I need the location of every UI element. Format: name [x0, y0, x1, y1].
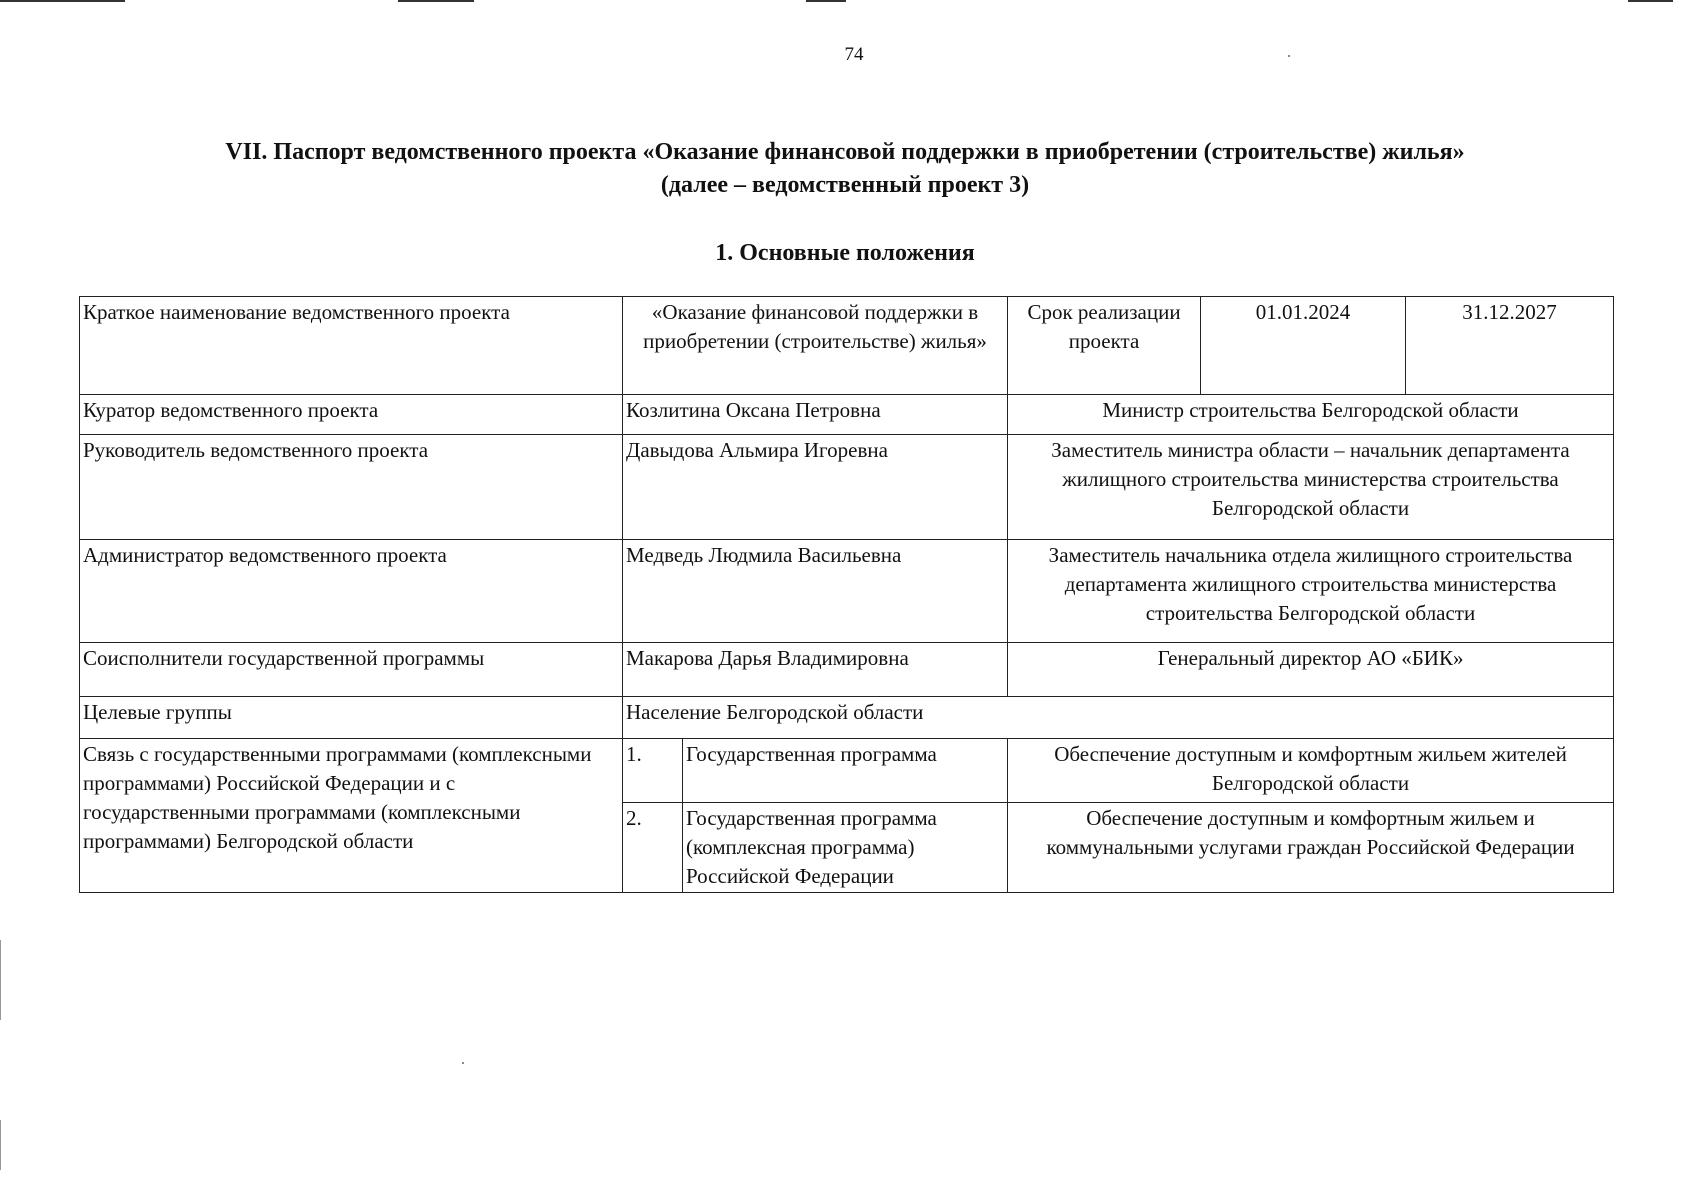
head-label: Руководитель ведомственного проекта — [80, 435, 623, 540]
scan-edge-artifact — [0, 1120, 1, 1170]
coexecutors-label: Соисполнители государственной программы — [80, 643, 623, 697]
target-groups-value: Население Белгородской области — [623, 697, 1614, 739]
scan-edge-artifact — [0, 940, 1, 1020]
table-row-head — [80, 435, 1614, 540]
link-1-number: 1. — [623, 739, 683, 803]
page-number: 74 — [844, 44, 864, 65]
short-name-value: «Оказание финансовой поддержки в приобретении (строительстве) жилья» — [623, 297, 1008, 395]
table-row-curator — [80, 395, 1614, 435]
links-label: Связь с государственными программами (комплексными программами) Российской Федерации и с государственными программами (комплексными программами) Белгородской области — [80, 739, 623, 893]
head-position: Заместитель министра области – начальник департамента жилищного строительства министерства строительства Белгородской области — [1008, 435, 1614, 540]
curator-name: Козлитина Оксана Петровна — [623, 395, 1008, 435]
period-label: Срок реализации проекта — [1008, 297, 1201, 395]
curator-label: Куратор ведомственного проекта — [80, 395, 623, 435]
table-row-target-groups — [80, 697, 1614, 739]
table-row-coexecutors — [80, 643, 1614, 697]
start-date: 01.01.2024 — [1201, 297, 1406, 395]
link-1-name: Обеспечение доступным и комфортным жильем жителей Белгородской области — [1008, 739, 1614, 803]
short-name-label: Краткое наименование ведомственного проекта — [80, 297, 623, 395]
link-1-type: Государственная программа — [683, 739, 1008, 803]
administrator-name: Медведь Людмила Васильевна — [623, 540, 1008, 643]
administrator-position: Заместитель начальника отдела жилищного строительства департамента жилищного строительства министерства строительства Белгородской области — [1008, 540, 1614, 643]
section-heading: 1. Основные положения — [715, 240, 975, 266]
administrator-label: Администратор ведомственного проекта — [80, 540, 623, 643]
end-date: 31.12.2027 — [1406, 297, 1614, 395]
table-row-links-1 — [80, 739, 1614, 803]
scan-line-artifact — [1628, 0, 1673, 2]
scan-line-artifact — [398, 0, 474, 2]
passport-table — [79, 296, 1614, 893]
link-2-type: Государственная программа (комплексная программа) Российской Федерации — [683, 803, 1008, 893]
link-2-number: 2. — [623, 803, 683, 893]
coexecutors-position: Генеральный директор АО «БИК» — [1008, 643, 1614, 697]
coexecutors-name: Макарова Дарья Владимировна — [623, 643, 1008, 697]
scan-dot-artifact — [462, 1062, 464, 1064]
document-title — [60, 136, 1630, 202]
curator-position: Министр строительства Белгородской области — [1008, 395, 1614, 435]
head-name: Давыдова Альмира Игоревна — [623, 435, 1008, 540]
document-title-line-1: VII. Паспорт ведомственного проекта «Оказание финансовой поддержки в приобретении (строительстве) жилья» — [225, 139, 1465, 165]
link-2-name: Обеспечение доступным и комфортным жильем и коммунальными услугами граждан Российской Федерации — [1008, 803, 1614, 893]
target-groups-label: Целевые группы — [80, 697, 623, 739]
table-row-administrator — [80, 540, 1614, 643]
scan-line-artifact — [0, 0, 125, 2]
document-title-line-2: (далее – ведомственный проект 3) — [660, 172, 1030, 198]
scan-line-artifact — [806, 0, 846, 2]
table-row-short-name — [80, 297, 1614, 395]
